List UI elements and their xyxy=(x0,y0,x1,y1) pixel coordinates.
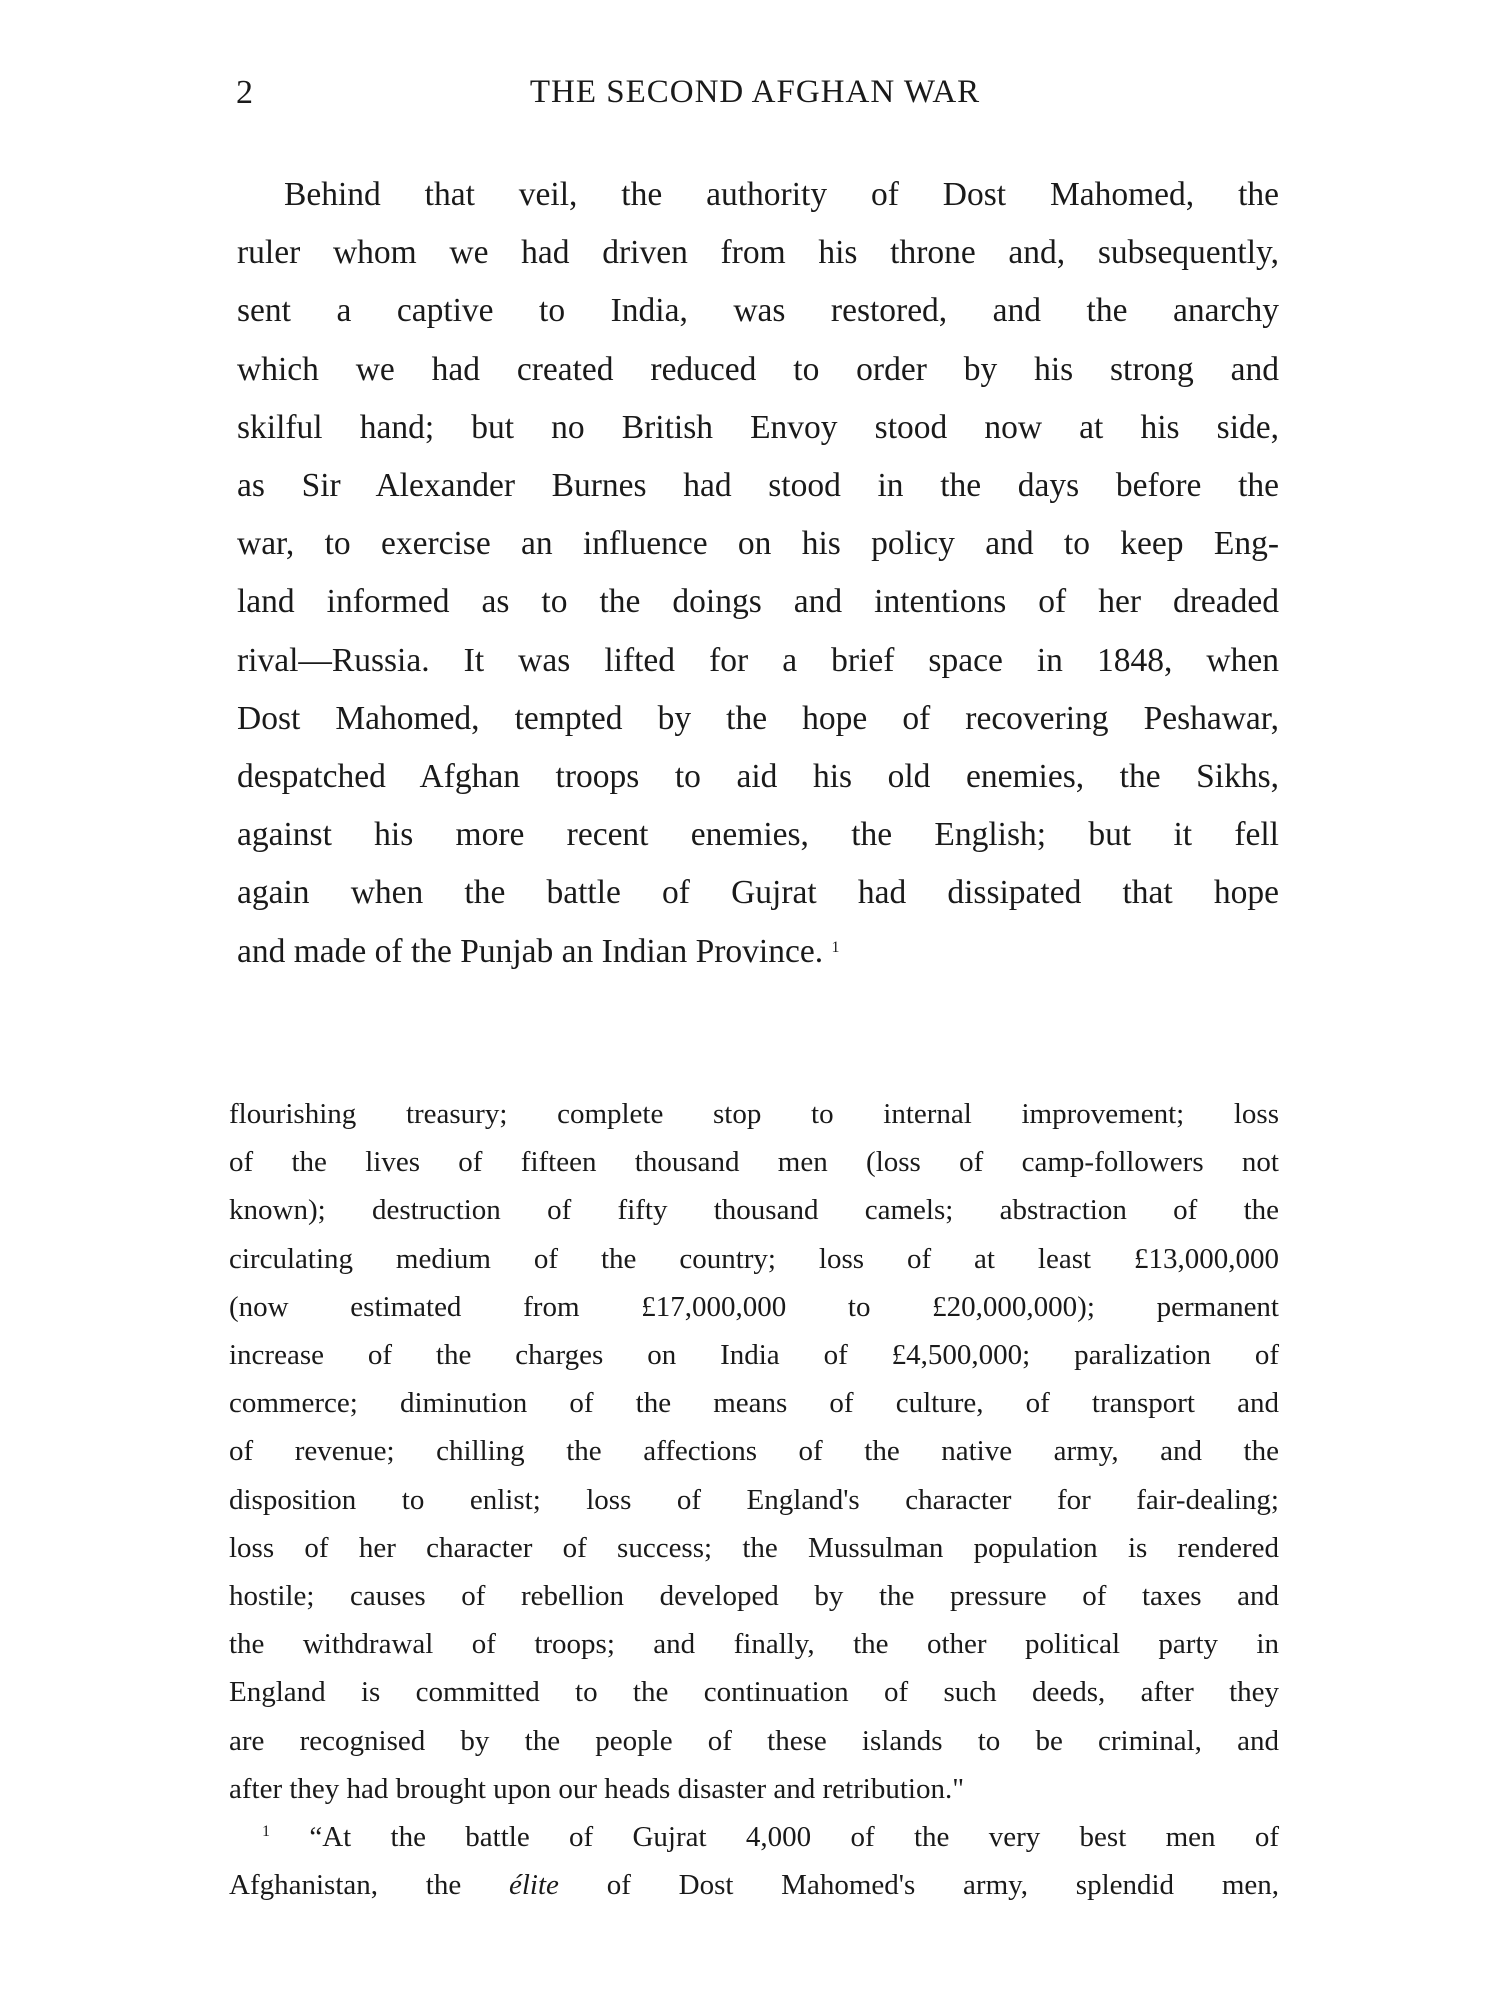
italic-word: élite xyxy=(508,1869,559,1902)
text-line xyxy=(237,234,1279,272)
text-line-content: ruler whom we had driven from his throne and, subsequently, xyxy=(237,234,1279,272)
text-line: are recognised by the people of these islands to be criminal, and xyxy=(229,1724,1279,1757)
text-line-content: as Sir Alexander Burnes had stood in the days before the xyxy=(237,467,1279,504)
text-line: the withdrawal of troops; and finally, the other political party in xyxy=(229,1628,1279,1661)
text-line-content: Dost Mahomed, tempted by the hope of recovering Peshawar, xyxy=(237,699,1279,737)
text-line: commerce; diminution of the means of culture, of transport and xyxy=(229,1387,1279,1420)
text-line xyxy=(237,642,1279,680)
text-line-content: despatched Afghan troops to aid his old enemies, the Sikhs, xyxy=(237,758,1279,795)
text-line xyxy=(237,816,1279,854)
text-line xyxy=(237,700,1279,738)
footnote-line xyxy=(229,1869,1279,1902)
text-line xyxy=(237,351,1279,389)
running-title: THE SECOND AFGHAN WAR xyxy=(529,74,981,110)
text-line xyxy=(237,525,1279,563)
text-line-content: and made of the Punjab an Indian Province. xyxy=(237,932,824,970)
text-line: of the lives of fifteen thousand men (loss of camp-followers not xyxy=(229,1146,1279,1179)
text-line-content: war, to exercise an influence on his policy and to keep Eng- xyxy=(237,525,1279,563)
text-line xyxy=(237,409,1279,447)
text-line xyxy=(237,758,1279,796)
text-line: of revenue; chilling the affections of the native army, and the xyxy=(229,1435,1279,1468)
text-line-content: skilful hand; but no British Envoy stood now at his side, xyxy=(237,408,1279,446)
text-line xyxy=(284,176,1279,214)
text-line xyxy=(237,583,1279,621)
text-line-content: rival—Russia. It was lifted for a brief space in 1848, when xyxy=(237,641,1279,679)
text-line-content: Behind that veil, the authority of Dost Mahomed, the xyxy=(284,176,1279,213)
text-line: England is committed to the continuation of such deeds, after they xyxy=(229,1676,1279,1709)
text-line xyxy=(237,933,1279,971)
text-line: loss of her character of success; the Mussulman population is rendered xyxy=(229,1531,1279,1564)
footnote-line xyxy=(262,1821,1279,1854)
text-line-content: land informed as to the doings and intentions of her dreaded xyxy=(237,583,1279,621)
text-line-content: against his more recent enemies, the English; but it fell xyxy=(237,816,1279,854)
text-line: (now estimated from £17,000,000 to £20,000,000); permanent xyxy=(229,1290,1279,1323)
text-line: flourishing treasury; complete stop to internal improvement; loss xyxy=(229,1098,1279,1130)
text-line-content: “At the battle of Gujrat 4,000 of the very best men of xyxy=(309,1821,1280,1853)
text-line: hostile; causes of rebellion developed by the pressure of taxes and xyxy=(229,1580,1279,1612)
text-line: circulating medium of the country; loss of at least £13,000,000 xyxy=(229,1242,1279,1275)
text-line xyxy=(237,874,1279,912)
text-line: disposition to enlist; loss of England's character for fair-dealing; xyxy=(229,1483,1279,1516)
text-line: increase of the charges on India of £4,500,000; paralization of xyxy=(229,1339,1279,1371)
text-line: known); destruction of fifty thousand camels; abstraction of the xyxy=(229,1194,1279,1227)
text-line xyxy=(237,467,1279,505)
text-line-content: of Dost Mahomed's army, splendid men, xyxy=(606,1869,1280,1902)
page-number: 2 xyxy=(236,74,253,111)
text-line-content: which we had created reduced to order by his strong and xyxy=(237,350,1279,388)
text-line: after they had brought upon our heads disaster and retribution." xyxy=(229,1772,965,1805)
text-line-content: again when the battle of Gujrat had dissipated that hope xyxy=(237,874,1279,912)
text-line xyxy=(237,292,1279,330)
text-line-content: sent a captive to India, was restored, and the anarchy xyxy=(237,292,1279,330)
text-line-content: Afghanistan, the xyxy=(229,1869,462,1902)
footnote-marker: 1 xyxy=(831,938,840,956)
footnote-number: 1 xyxy=(262,1823,270,1840)
